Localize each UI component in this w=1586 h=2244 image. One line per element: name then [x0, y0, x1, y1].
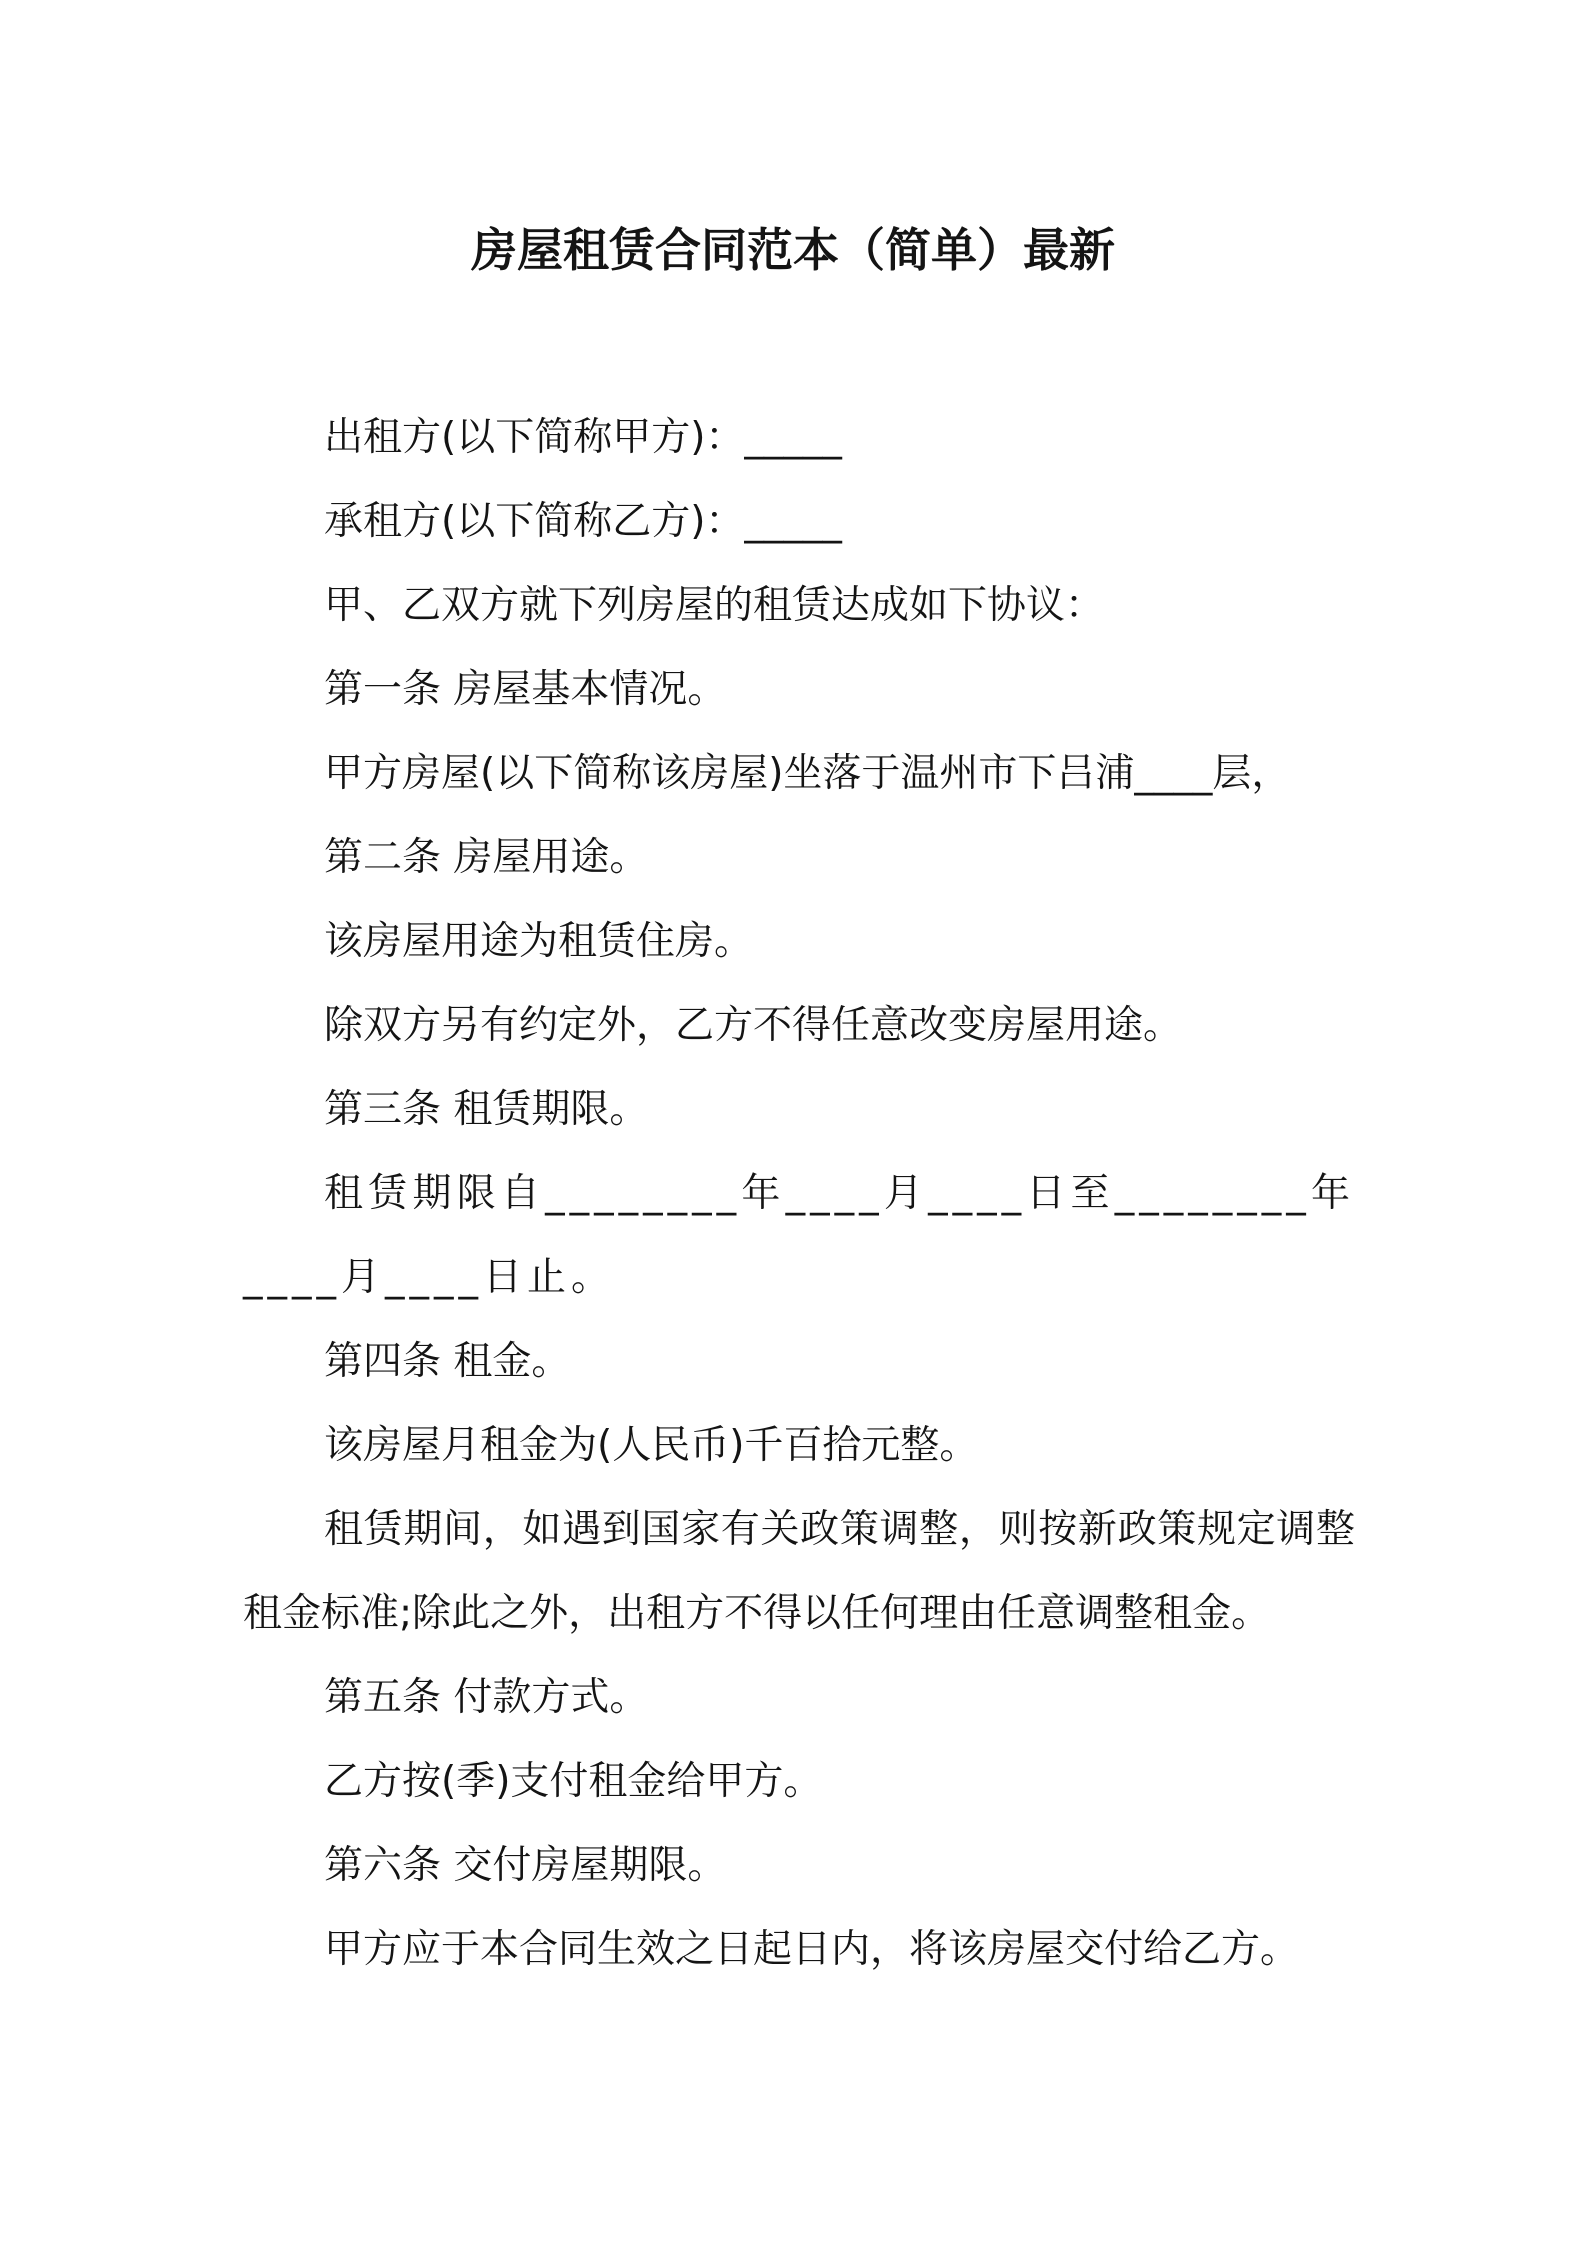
- article-2-text-2: 除双方另有约定外，乙方不得任意改变房屋用途。: [324, 1003, 1183, 1048]
- article-1-text: 甲方房屋(以下简称该房屋)坐落于温州市下吕浦____层，: [324, 751, 1291, 796]
- article-6-text: 甲方应于本合同生效之日起日内，将该房屋交付给乙方。: [324, 1927, 1300, 1972]
- article-3-text: 租赁期限自________年____月____日至________年____月____日止。: [243, 1171, 1355, 1300]
- article-4-heading: 第四条 租金。: [324, 1339, 571, 1384]
- clause-lessor: 出租方(以下简称甲方)：_____: [324, 415, 842, 460]
- article-4-text-1: 该房屋月租金为(人民币)千百拾元整。: [324, 1423, 979, 1468]
- article-3-heading: 第三条 租赁期限。: [324, 1087, 649, 1132]
- clause-agreement-intro: 甲、乙双方就下列房屋的租赁达成如下协议：: [324, 583, 1105, 628]
- article-4-text-2: 租赁期间，如遇到国家有关政策调整，则按新政策规定调整租金标准;除此之外，出租方不得以任何理由任意调整租金。: [243, 1507, 1355, 1636]
- article-1-heading: 第一条 房屋基本情况。: [324, 667, 727, 712]
- clause-lessee: 承租方(以下简称乙方)：_____: [324, 499, 842, 544]
- article-6-heading: 第六条 交付房屋期限。: [324, 1843, 727, 1888]
- article-2-text-1: 该房屋用途为租赁住房。: [324, 919, 754, 964]
- document-title: 房屋租赁合同范本（简单）最新: [471, 223, 1115, 277]
- article-2-heading: 第二条 房屋用途。: [324, 835, 649, 880]
- article-5-text: 乙方按(季)支付租金给甲方。: [324, 1759, 823, 1804]
- article-5-heading: 第五条 付款方式。: [324, 1675, 649, 1720]
- document-body: [243, 396, 1355, 1992]
